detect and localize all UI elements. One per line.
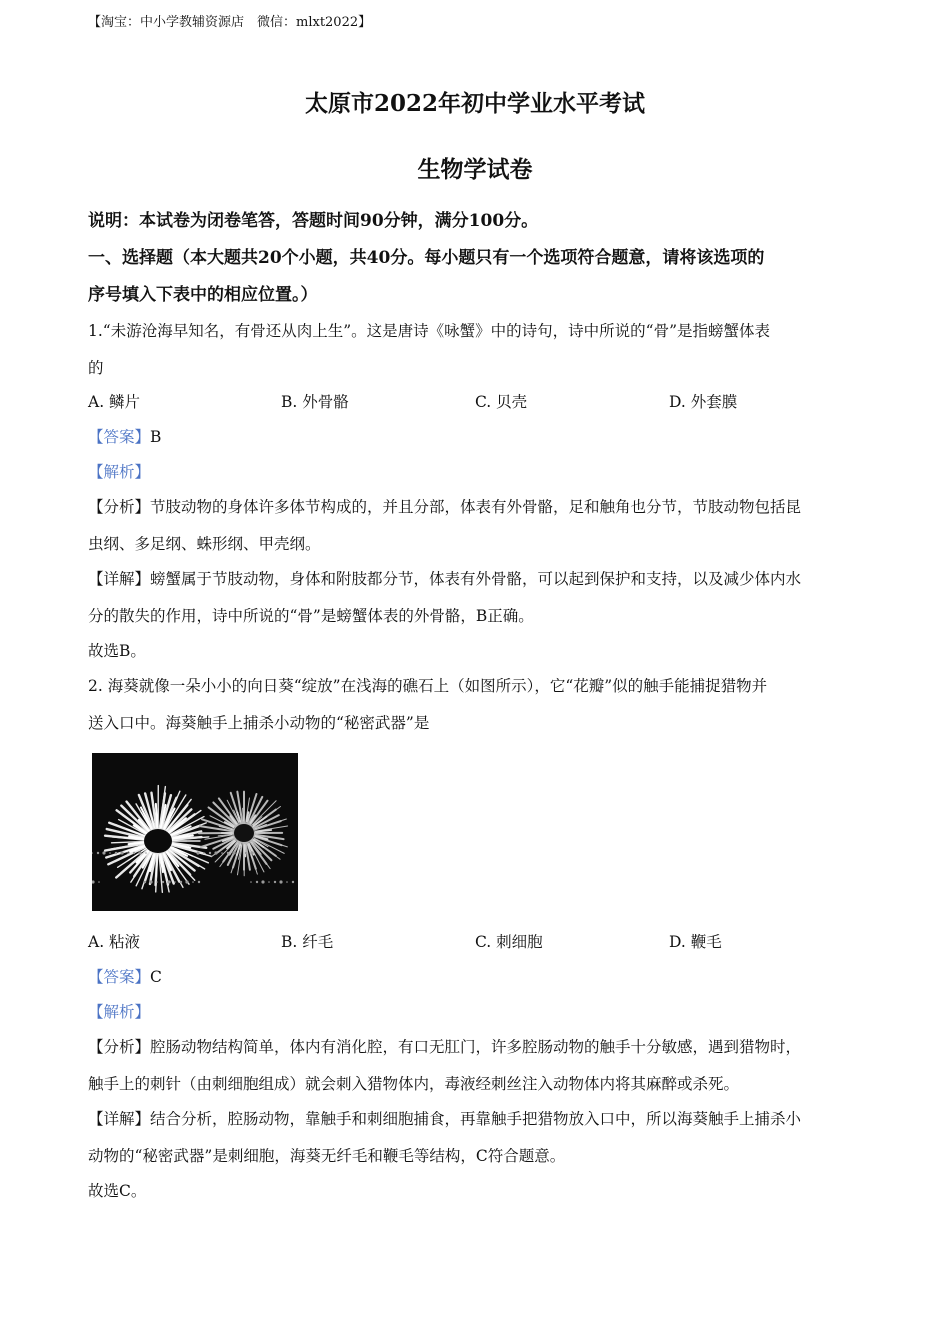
q1-xiangjie-line1 [88, 568, 863, 590]
section-heading-line1: 一、选择题（本大题共20个小题，共40分。每小题只有一个选项符合题意，请将该选项的 [88, 248, 765, 268]
q1-option-a: A. 鳞片 [88, 393, 141, 411]
q2-answer-tag: 【答案】 [88, 968, 151, 986]
q2-answer-value: C [150, 968, 162, 986]
q2-conclusion: 故选C。 [88, 1182, 147, 1200]
section-heading-line2: 序号填入下表中的相应位置。） [88, 285, 318, 305]
q1-xiangjie-tag: 【详解】 [88, 570, 151, 588]
q2-option-d: D. 鞭毛 [669, 933, 722, 951]
q2-stem-line2: 送入口中。海葵触手上捕杀小动物的“秘密武器”是 [88, 714, 430, 732]
q2-fenxi-line2: 触手上的刺针（由刺细胞组成）就会刺入猎物体内，毒液经刺丝注入动物体内将其麻醉或杀死。 [88, 1075, 740, 1093]
q2-stem-line1: 2. 海葵就像一朵小小的向日葵“绽放”在浅海的礁石上（如图所示），它“花瓣”似的触手能捕捉猎物并 [88, 677, 768, 695]
q1-analysis-tag [88, 461, 863, 483]
q2-xiangjie-line1 [88, 1108, 863, 1130]
q2-fenxi-text: 腔肠动物结构简单，体内有消化腔，有口无肛门，许多腔肠动物的触手十分敏感，遇到猎物时， [150, 1038, 802, 1056]
q1-fenxi-line1 [88, 496, 863, 518]
sea-anemone-photo [92, 753, 298, 911]
header-note: 【淘宝：中小学教辅资源店 微信：mlxt2022】 [88, 15, 372, 30]
q2-fenxi-tag: 【分析】 [88, 1038, 151, 1056]
q1-fenxi-tag: 【分析】 [88, 498, 151, 516]
q1-conclusion: 故选B。 [88, 642, 146, 660]
q1-fenxi-line2: 虫纲、多足纲、蛛形纲、甲壳纲。 [88, 535, 321, 553]
q2-xiangjie-line2: 动物的“秘密武器”是刺细胞，海葵无纤毛和鞭毛等结构，C符合题意。 [88, 1147, 566, 1165]
q1-fenxi-text: 节肢动物的身体许多体节构成的，并且分部，体表有外骨骼，足和触角也分节，节肢动物包括昆 [150, 498, 802, 516]
q1-option-d: D. 外套膜 [669, 393, 738, 411]
q1-answer-value: B [150, 428, 162, 446]
q2-analysis-tag [88, 1001, 863, 1023]
q1-stem-line2: 的 [88, 359, 104, 377]
q1-analysis-label: 【解析】 [88, 463, 151, 481]
q1-answer [88, 426, 863, 448]
q2-xiangjie-text: 结合分析，腔肠动物，靠触手和刺细胞捕食，再靠触手把猎物放入口中，所以海葵触手上捕杀小 [150, 1110, 802, 1128]
q2-option-a: A. 粘液 [88, 933, 141, 951]
q1-stem-line1: 1.“未游沧海早知名，有骨还从肉上生”。这是唐诗《咏蟹》中的诗句，诗中所说的“骨”是指螃蟹体表 [88, 322, 770, 340]
q2-analysis-label: 【解析】 [88, 1003, 151, 1021]
q1-option-c: C. 贝壳 [475, 393, 528, 411]
q2-option-b: B. 纤毛 [281, 933, 334, 951]
q1-option-b: B. 外骨骼 [281, 393, 349, 411]
q1-options [88, 391, 863, 413]
q1-answer-tag: 【答案】 [88, 428, 151, 446]
q1-xiangjie-text: 螃蟹属于节肢动物，身体和附肢都分节，体表有外骨骼，可以起到保护和支持，以及减少体内水 [150, 570, 802, 588]
q2-answer [88, 966, 863, 988]
q1-xiangjie-line2: 分的散失的作用，诗中所说的“骨”是螃蟹体表的外骨骼，B正确。 [88, 607, 534, 625]
instructions: 说明：本试卷为闭卷笔答，答题时间90分钟，满分100分。 [88, 211, 539, 231]
q2-option-c: C. 刺细胞 [475, 933, 543, 951]
sea-anemone-illustration [92, 753, 298, 911]
q2-options [88, 931, 863, 953]
q2-xiangjie-tag: 【详解】 [88, 1110, 151, 1128]
exam-title: 太原市2022年初中学业水平考试 [304, 90, 645, 117]
exam-subtitle: 生物学试卷 [417, 156, 533, 183]
q2-fenxi-line1 [88, 1036, 863, 1058]
